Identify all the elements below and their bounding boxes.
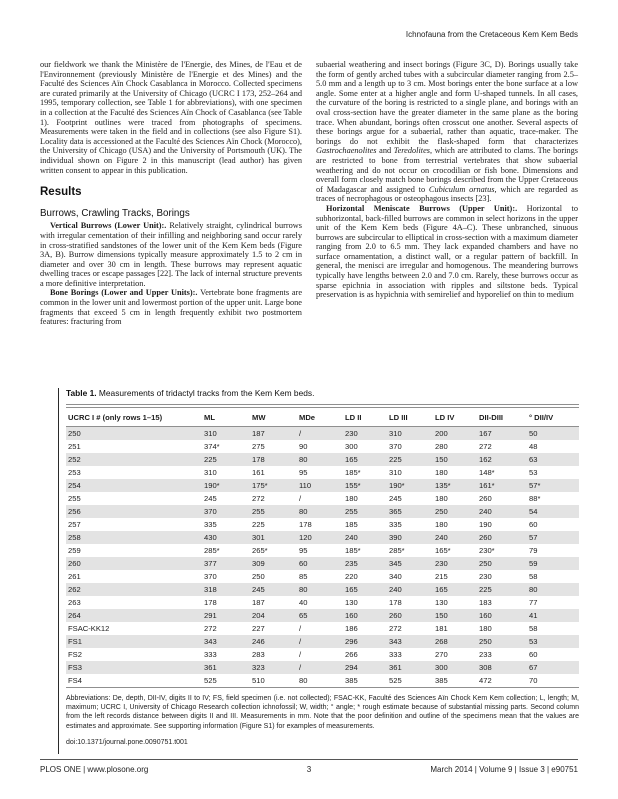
table-cell: 230 — [435, 558, 448, 568]
table-cell: 187 — [252, 597, 265, 607]
table-cell: 63 — [529, 454, 538, 464]
table-cell: 252 — [68, 454, 81, 464]
table-row — [66, 479, 579, 492]
table-cell: 335 — [204, 519, 217, 529]
table-row — [66, 596, 579, 609]
table-cell: 300 — [345, 441, 358, 451]
table-cell: 370 — [204, 506, 217, 516]
table-row — [66, 505, 579, 518]
table-cell: 265* — [252, 545, 268, 555]
table-cell: 178 — [252, 454, 265, 464]
table-cell: 50 — [529, 428, 538, 438]
table-cell: 180 — [435, 493, 448, 503]
table-cell: 80 — [297, 674, 343, 688]
table-cell: 230 — [479, 571, 492, 581]
table-cell: 58 — [529, 623, 538, 633]
table-cell: 77 — [529, 597, 538, 607]
table-row — [66, 492, 579, 505]
table-cell: 178 — [204, 597, 217, 607]
table-cell: 80 — [299, 454, 308, 464]
table-row — [66, 531, 579, 544]
column-header: UCRC I # (only rows 1–15) — [66, 408, 202, 427]
table-cell: 58 — [529, 571, 538, 581]
table-cell: 285* — [389, 545, 405, 555]
table-cell: FS3 — [68, 662, 82, 672]
table-cell: 59 — [529, 558, 538, 568]
table-cell: 185* — [345, 467, 361, 477]
column-header: DII-DIII — [477, 408, 527, 427]
table-cell: 280 — [435, 441, 448, 451]
table-cell: 245 — [204, 493, 217, 503]
footer-issue-info: March 2014 | Volume 9 | Issue 3 | e90751 — [430, 765, 578, 774]
table-cell: 240 — [435, 532, 448, 542]
table-cell: 233 — [479, 649, 492, 659]
table-cell: 260 — [389, 610, 402, 620]
column-header: LD IV — [433, 408, 477, 427]
table-cell: 525 — [202, 674, 250, 688]
table-cell: 525 — [387, 674, 433, 688]
table-cell: 390 — [389, 532, 402, 542]
table-cell: 148* — [479, 467, 495, 477]
section-heading: Burrows, Crawling Tracks, Borings — [40, 207, 190, 219]
table-cell: 165 — [345, 584, 358, 594]
footer-page-number: 3 — [306, 765, 312, 774]
table-row — [66, 427, 579, 441]
table-cell: 266 — [345, 649, 358, 659]
table-cell: 80 — [299, 584, 308, 594]
table-cell: 255 — [68, 493, 81, 503]
table-cell: 53 — [529, 467, 538, 477]
table-cell: 225 — [389, 454, 402, 464]
table-cell: 365 — [389, 506, 402, 516]
table-cell: 240 — [389, 584, 402, 594]
table-doi: doi:10.1371/journal.pone.0090751.t001 — [66, 738, 188, 746]
table-cell: 130 — [435, 597, 448, 607]
table-cell: 167 — [479, 428, 492, 438]
table-cell: 272 — [252, 493, 265, 503]
table-row — [66, 622, 579, 635]
table-cell: 272 — [389, 623, 402, 633]
table-cell: 120 — [299, 532, 312, 542]
column-header: LD III — [387, 408, 433, 427]
table-cell: 161* — [479, 480, 495, 490]
table-cell: 178 — [299, 519, 312, 529]
table-cell: 60 — [299, 558, 308, 568]
paragraph: our fieldwork we thank the Ministère de l'Energie, des Mines, de l'Eau et de l'Environnement (previously Ministère de l'Energie et des Mines) and the Faculté des Sciences Aïn Chock Casablanca in Morocco. Collected specimens are curated primarily at the University of Chicago (UCRC I 173, 252–264 and 1995, temporary collection, see Table 1 for abbreviations), with one specimen in a collection at the Faculté des Sciences Aïn Chock of Casablanca (see Table 1). Footprint outlines were traced from photographs of specimens. Measurements were taken in the field and in collections (see also Figure S1). Locality data is accessioned at the Faculté des Sciences Aïn Chock (Morocco), the University of Chicago (USA) and the University of Portsmouth (UK). The individual shown on Figure 2 in this manuscript (lead author) has given written consent to appear in this publication. — [40, 60, 302, 175]
table-cell: 155* — [345, 480, 361, 490]
table-cell: 215 — [435, 571, 448, 581]
table-cell: 260 — [479, 532, 492, 542]
table-cell: 340 — [389, 571, 402, 581]
table-row — [66, 635, 579, 648]
table-cell: 88* — [529, 493, 541, 503]
table-cell: 185* — [345, 545, 361, 555]
table-row — [66, 518, 579, 531]
table-cell: 200 — [435, 428, 448, 438]
table-cell: 225 — [479, 584, 492, 594]
table-cell: 323 — [252, 662, 265, 672]
table-header — [66, 408, 579, 427]
table-cell: 180 — [479, 623, 492, 633]
page-footer — [40, 759, 578, 774]
table-cell: 60 — [529, 649, 538, 659]
table-cell: 253 — [68, 467, 81, 477]
table-cell: 110 — [299, 480, 312, 490]
table-cell: 245 — [389, 493, 402, 503]
table-cell: 257 — [68, 519, 81, 529]
column-header: MW — [250, 408, 297, 427]
table-cell: 272 — [479, 441, 492, 451]
table-cell: 227 — [252, 623, 265, 633]
table-cell: 240 — [479, 506, 492, 516]
table-cell: 230 — [345, 428, 358, 438]
table-cell: 41 — [529, 610, 538, 620]
table-title-text: Measurements of tridactyl tracks from the Kem Kem beds. — [96, 388, 315, 398]
table-cell: 250 — [68, 428, 81, 438]
left-column — [40, 60, 302, 327]
table-cell: 309 — [252, 558, 265, 568]
table-cell: 60 — [529, 519, 538, 529]
table-cell: 260 — [479, 493, 492, 503]
table-cell: 57* — [529, 480, 541, 490]
table-cell: 343 — [204, 636, 217, 646]
table-row — [66, 466, 579, 479]
table-cell: 48 — [529, 441, 538, 451]
table-cell: FSAC-KK12 — [68, 623, 110, 633]
table-cell: 250 — [479, 558, 492, 568]
table-cell: 185 — [345, 519, 358, 529]
table-cell: 95 — [299, 545, 308, 555]
table-cell: 291 — [204, 610, 217, 620]
table-cell: 296 — [345, 636, 358, 646]
table-row — [66, 570, 579, 583]
table-cell: 254 — [68, 480, 81, 490]
table-cell: 361 — [389, 662, 402, 672]
table-cell: 90 — [299, 441, 308, 451]
table-cell: / — [299, 662, 302, 672]
table-row — [66, 648, 579, 661]
table-title-label: Table 1. — [66, 388, 97, 398]
table-cell: 310 — [389, 467, 402, 477]
table-cell: 225 — [252, 519, 265, 529]
table-footnote: Abbreviations: De, depth, DII-IV, digits II to IV; FS, field specimen (i.e. not collected); FSAC-KK, Faculté des Sciences Aïn Chock Kem Kem collection; L, length; M, maximum; UCRC I, University of Chicago Research collection ichnofossil; W, width; ° angle; * rough estimate because of substantial missing parts. Second column from the left records distance between digits II and III. Measurements in mm. Note that the poor definition and outline of the specimens mean that the values are estimates and approximate. See supporting information (Figure S1) for examples of measurements. — [66, 695, 579, 730]
paragraph: Vertical Burrows (Lower Unit):. Relatively straight, cylindrical burrows with irregular cementation of their infilling and neighboring sand occur rarely in cross-stratified sandstones of the lower unit of the Kem Kem beds (Figure 3A, B). Burrow dimensions typically measure approximately 1.5 to 2 cm in diameter and over 30 cm in length. These burrows may represent aquatic dwelling traces or escape passages [22]. The lack of internal structure prevents a more definitive interpretation. — [40, 221, 302, 288]
table-cell: 345 — [389, 558, 402, 568]
running-head: Ichnofauna from the Cretaceous Kem Kem Beds — [405, 30, 578, 39]
table-cell: / — [299, 636, 302, 646]
table-cell: 175* — [252, 480, 268, 490]
table-cell: 370 — [389, 441, 402, 451]
column-header: LD II — [343, 408, 387, 427]
table-cell: FS4 — [66, 674, 202, 688]
table-cell: 310 — [389, 428, 402, 438]
table-cell: 510 — [250, 674, 297, 688]
table-cell: / — [299, 493, 302, 503]
table-cell: / — [299, 649, 302, 659]
table-cell: 70 — [527, 674, 579, 688]
table-cell: 370 — [204, 571, 217, 581]
table-title — [66, 388, 579, 398]
table-cell: 310 — [204, 467, 217, 477]
table-cell: 95 — [299, 467, 308, 477]
table-cell: 165 — [345, 454, 358, 464]
table-cell: 180 — [435, 519, 448, 529]
table-cell: 245 — [252, 584, 265, 594]
table-cell: 264 — [68, 610, 81, 620]
body-columns — [40, 60, 578, 327]
table-cell: 308 — [479, 662, 492, 672]
table-cell: 181 — [435, 623, 448, 633]
table-cell: 180 — [345, 493, 358, 503]
right-column — [316, 60, 578, 327]
table-cell: 377 — [204, 558, 217, 568]
table-cell: FS2 — [68, 649, 82, 659]
table-row — [66, 674, 579, 688]
table-cell: 310 — [204, 428, 217, 438]
footer-journal: PLOS ONE | www.plosone.org — [40, 765, 149, 774]
table-cell: 255 — [252, 506, 265, 516]
table-cell: 190 — [479, 519, 492, 529]
table-row — [66, 453, 579, 466]
table-row — [66, 661, 579, 674]
table-cell: / — [299, 623, 302, 633]
table-body — [66, 427, 579, 688]
table-cell: 57 — [529, 532, 538, 542]
table-cell: 178 — [389, 597, 402, 607]
table-cell: 333 — [389, 649, 402, 659]
table-cell: 165* — [435, 545, 451, 555]
table-cell: 190* — [389, 480, 405, 490]
table-cell: 272 — [204, 623, 217, 633]
table-cell: 343 — [389, 636, 402, 646]
table-cell: 385 — [433, 674, 477, 688]
table-cell: FS1 — [68, 636, 82, 646]
table-cell: 79 — [529, 545, 538, 555]
table-cell: 85 — [299, 571, 308, 581]
table-cell: 160 — [345, 610, 358, 620]
table-cell: 150 — [435, 610, 448, 620]
table-row — [66, 609, 579, 622]
table-cell: 258 — [68, 532, 81, 542]
table-cell: 220 — [345, 571, 358, 581]
table-cell: 162 — [479, 454, 492, 464]
table-cell: 268 — [435, 636, 448, 646]
table-cell: 259 — [68, 545, 81, 555]
table-cell: 204 — [252, 610, 265, 620]
table-cell: 250 — [435, 506, 448, 516]
table-cell: / — [299, 428, 302, 438]
paragraph: Bone Borings (Lower and Upper Units):. Vertebrate bone fragments are common in the lower unit and lowermost portion of the upper unit. Large bone fragments that exceed 5 cm in length frequently exhibit two postmortem features: fracturing from — [40, 288, 302, 327]
table-cell: 187 — [252, 428, 265, 438]
table-cell: 318 — [204, 584, 217, 594]
table-cell: 300 — [435, 662, 448, 672]
table-cell: 53 — [529, 636, 538, 646]
table-cell: 183 — [479, 597, 492, 607]
table-cell: 472 — [477, 674, 527, 688]
table-cell: 80 — [299, 506, 308, 516]
table-cell: 180 — [435, 467, 448, 477]
column-header: ° DII/IV — [527, 408, 579, 427]
table-cell: 161 — [252, 467, 265, 477]
table-cell: 67 — [529, 662, 538, 672]
table-cell: 80 — [529, 584, 538, 594]
table-cell: 54 — [529, 506, 538, 516]
results-heading: Results — [40, 186, 82, 199]
table-cell: 230* — [479, 545, 495, 555]
table-cell: 361 — [204, 662, 217, 672]
table-cell: 255 — [345, 506, 358, 516]
table-cell: 261 — [68, 571, 81, 581]
table-cell: 240 — [345, 532, 358, 542]
column-header: ML — [202, 408, 250, 427]
table-cell: 430 — [204, 532, 217, 542]
table-cell: 263 — [68, 597, 81, 607]
table-cell: 160 — [479, 610, 492, 620]
table-cell: 283 — [252, 649, 265, 659]
table-cell: 40 — [299, 597, 308, 607]
table-cell: 250 — [479, 636, 492, 646]
table-cell: 374* — [204, 441, 220, 451]
table-cell: 262 — [68, 584, 81, 594]
table-cell: 250 — [252, 571, 265, 581]
table-cell: 135* — [435, 480, 451, 490]
table-row — [66, 583, 579, 596]
table-cell: 285* — [204, 545, 220, 555]
table-cell: 260 — [68, 558, 81, 568]
table-cell: 385 — [343, 674, 387, 688]
table-cell: 275 — [252, 441, 265, 451]
table-cell: 333 — [204, 649, 217, 659]
table-cell: 165 — [435, 584, 448, 594]
table-cell: 225 — [204, 454, 217, 464]
table-row — [66, 440, 579, 453]
table-cell: 256 — [68, 506, 81, 516]
table-cell: 235 — [345, 558, 358, 568]
table-cell: 130 — [345, 597, 358, 607]
table-cell: 270 — [435, 649, 448, 659]
table-cell: 251 — [68, 441, 81, 451]
table-cell: 301 — [252, 532, 265, 542]
table-cell: 186 — [345, 623, 358, 633]
table-cell: 150 — [435, 454, 448, 464]
measurements-table — [66, 408, 579, 688]
table-cell: 294 — [345, 662, 358, 672]
paragraph: subaerial weathering and insect borings (Figure 3C, D). Borings usually take the form of gently arched tubes with a subcircular diameter ranging from 2.5–5.0 mm and a length up to 3 cm. Most borings enter the bone surface at a low angle. Some enter at a higher angle and form U-shaped tunnels. In all cases, the curvature of the boring is restricted to a single plane, and borings with an oval cross-section have the greater diameter in the same plane as the boring trace. When abundant, borings often crosscut one another. Several aspects of these borings argue for a subaerial, rather than aquatic, trace-maker. The borings do not exhibit the flask-shaped form that characterizes Gastrochaenolites and Teredolites, which are attributed to clams. The borings are restricted to bone from terrestrial vertebrates that show subaerial weathering and do not occur on crocodilian or fish bone. Dimensions and overall form closely match bone borings described from the Upper Cretaceous of Madagascar and assigned to Cubiculum ornatus, which are regarded as traces of necrophagous or osteophagous insects [23]. — [316, 60, 578, 204]
table-header-row — [66, 408, 579, 427]
table-row — [66, 544, 579, 557]
table-cell: 335 — [389, 519, 402, 529]
table-row — [66, 557, 579, 570]
table-cell: 246 — [252, 636, 265, 646]
column-header: MDe — [297, 408, 343, 427]
table-1-block — [58, 388, 579, 754]
table-cell: 65 — [299, 610, 308, 620]
paragraph: Horizontal Meniscate Burrows (Upper Unit):. Horizontal to subhorizontal, back-filled burrows are common in select horizons in the upper unit of the Kem Kem beds (Figure 4A–C). These unbranched, sinuous burrows are subcircular to elliptical in cross-section with a maximum diameter ranging from 2.0 to 6.5 mm. They lack expanded chambers and have no surface ornamentation, a distinct wall, or a regular pattern of backfill. In general, the menisci are irregular and homogenous. The meandering burrows typically have lengths between 2.0 and 7.0 cm. Rarely, these burrows occur as sparse epichnia in association with ripples and siltstone beds. Typical preservation is as hypichnia with semirelief and hyporelief on thin to medium — [316, 203, 578, 300]
table-cell: 190* — [204, 480, 220, 490]
